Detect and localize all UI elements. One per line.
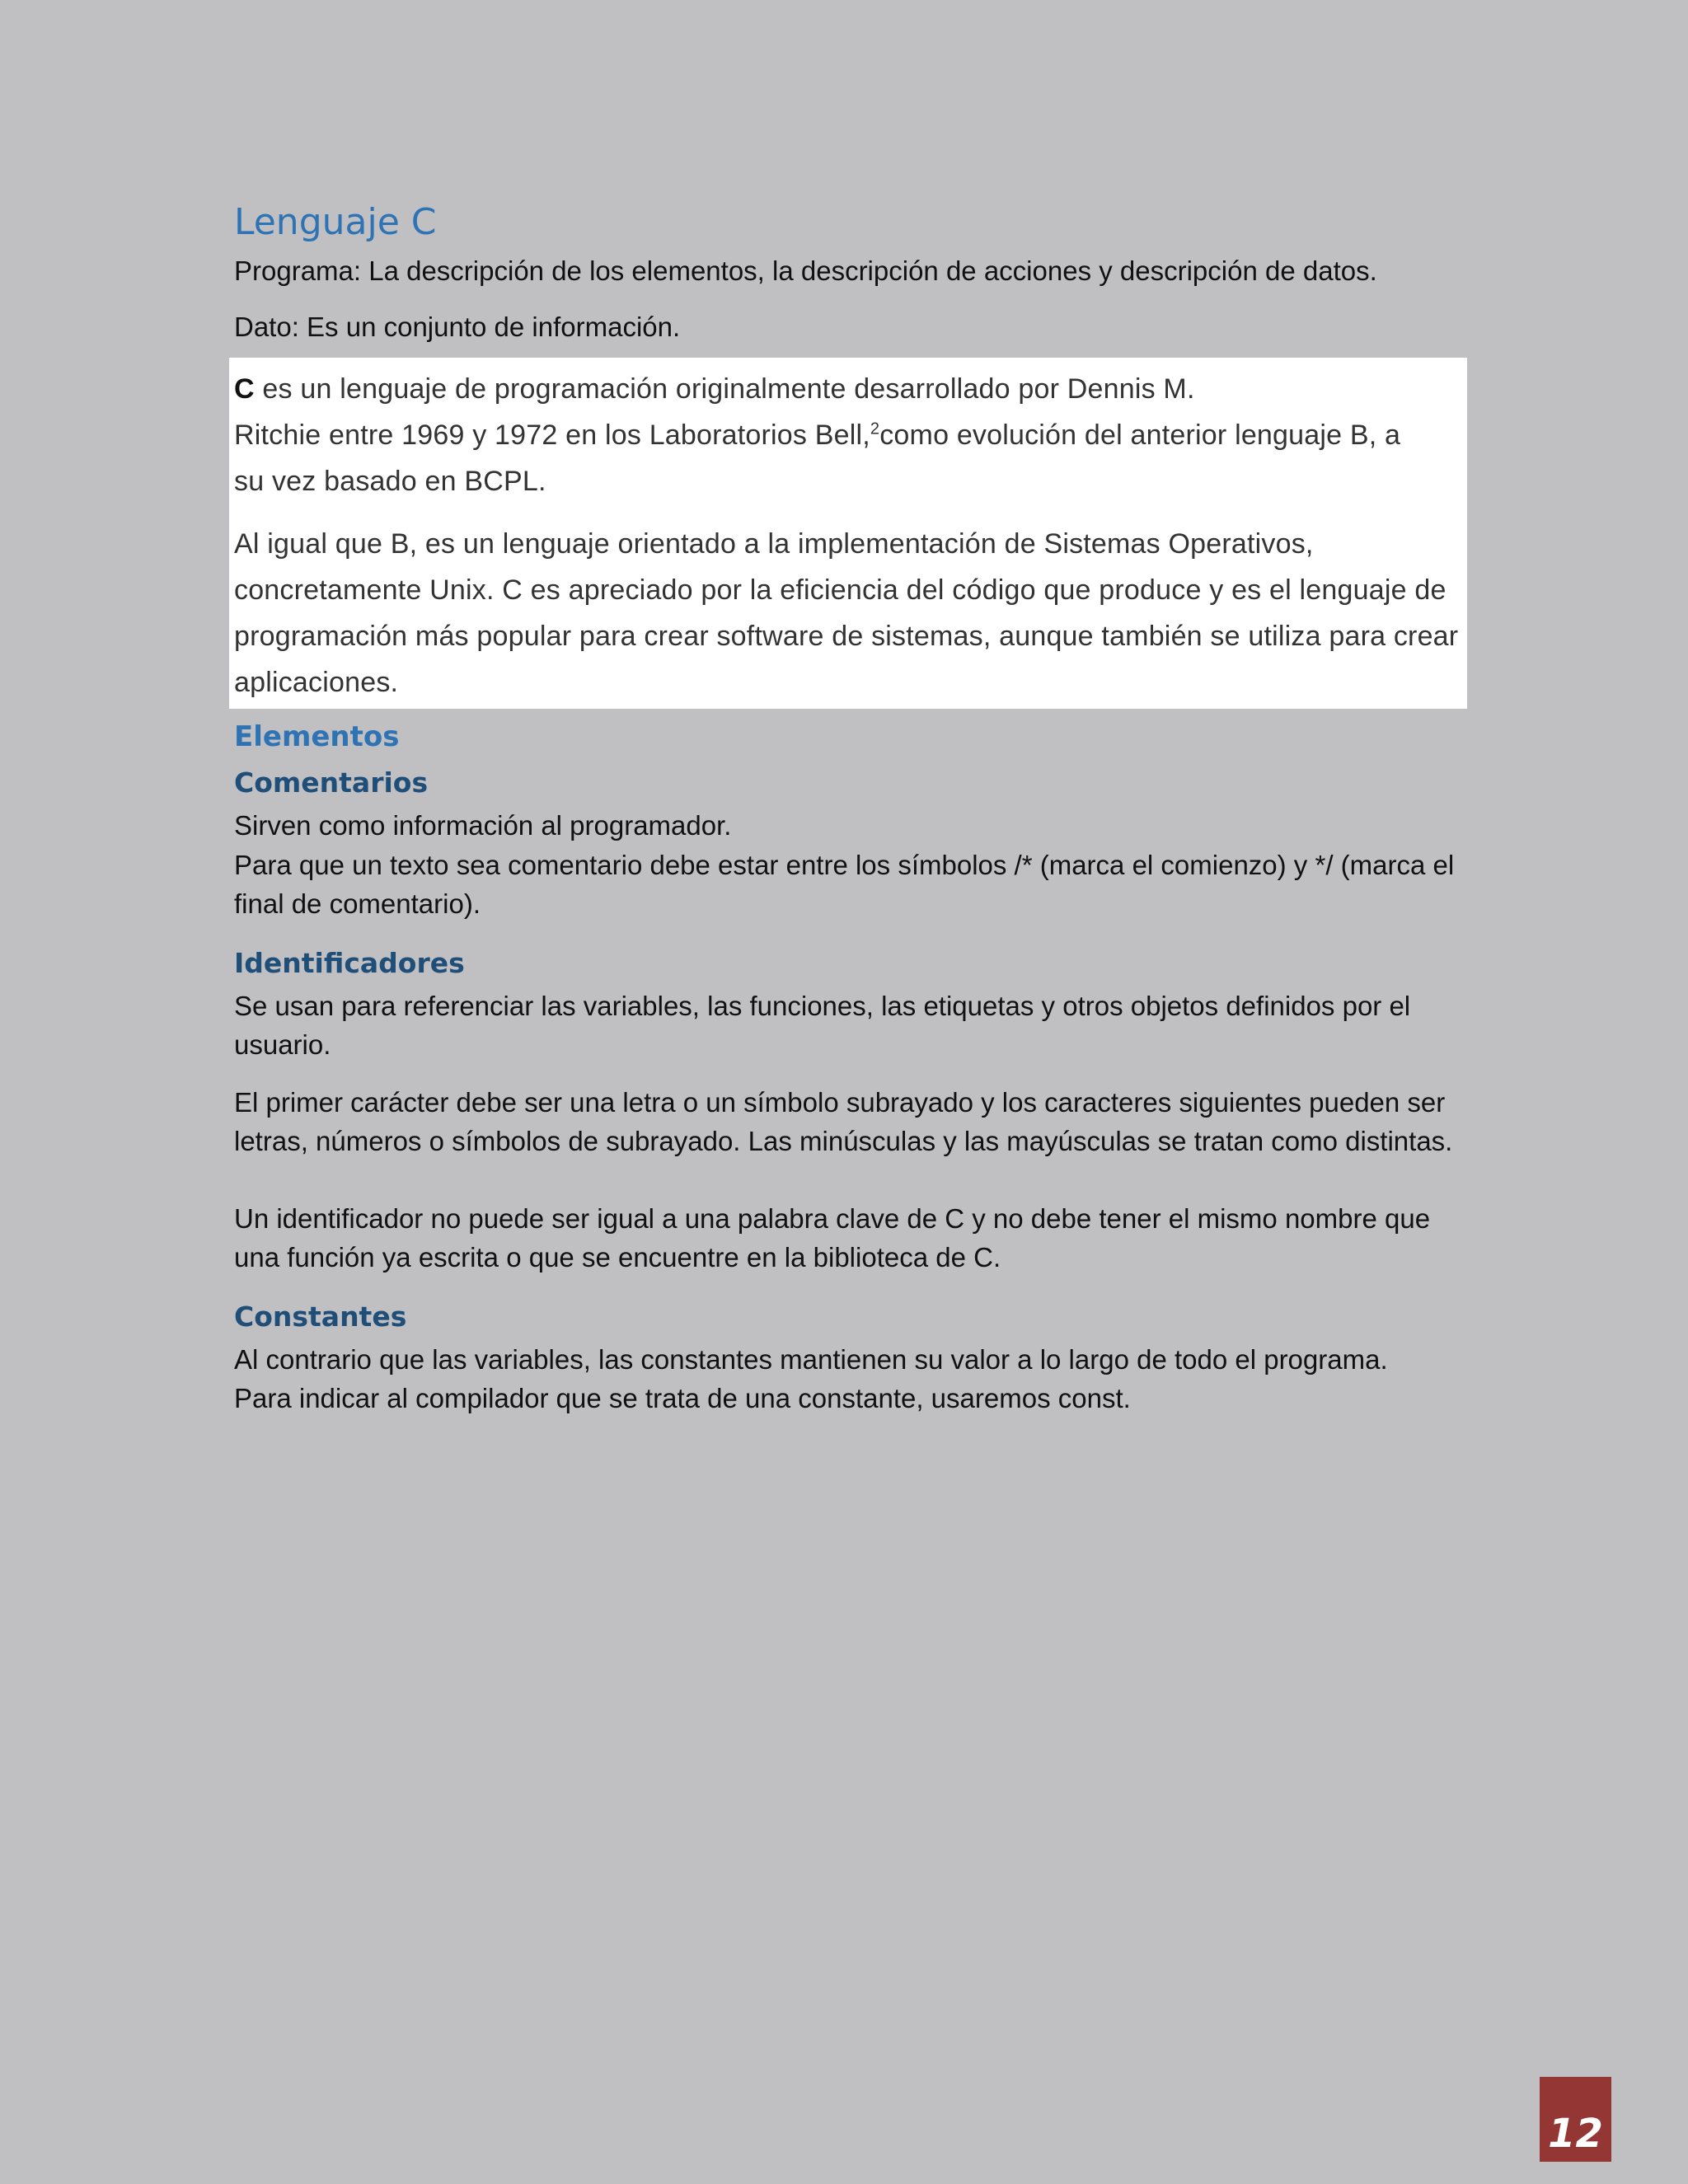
quote-line2-a: Ritchie entre 1969 y 1972 en los Laboratorios Bell, [234,419,870,451]
identificadores-p2: El primer carácter debe ser una letra o un símbolo subrayado y los caracteres siguientes pueden ser letras, números o símbolos de subrayado. Las minúsculas y las mayúsculas se tratan como distintas. [234,1086,1453,1156]
section-heading-elementos: Elementos [234,720,400,753]
programa-definition: Programa: La descripción de los elementos, la descripción de acciones y descripción de datos. [234,255,1377,286]
identificadores-p3: Un identificador no puede ser igual a una palabra clave de C y no debe tener el mismo nombre que una función ya escrita o que se encuentre en la biblioteca de C. [234,1202,1431,1272]
quoted-excerpt [229,358,1467,709]
comentarios-line2: Para que un texto sea comentario debe estar entre los símbolos /* (marca el comienzo) y */ (marca el final de comentario). [234,849,1455,919]
quote-paragraph-1 [234,366,1462,504]
page-title: Lenguaje C [234,201,437,243]
identificadores-p1: Se usan para referenciar las variables, las funciones, las etiquetas y otros objetos definidos por el usuario. [234,990,1411,1060]
page-content [234,194,1462,1418]
quote-paragraph-2: Al igual que B, es un lenguaje orientado a la implementación de Sistemas Operativos, concretamente Unix. C es apreciado por la eficiencia del código que produce y es el lenguaje de programación más popular para crear software de sistemas, aunque también se utiliza para crear aplicaciones. [234,528,1459,698]
quote-line2-b: como evolución del anterior lenguaje B, a [879,419,1401,451]
comentarios-line1: Sirven como información al programador. [234,810,732,841]
subsection-heading-identificadores: Identificadores [234,946,465,979]
constantes-line2: Para indicar al compilador que se trata de una constante, usaremos const. [234,1383,1131,1413]
subsection-heading-comentarios: Comentarios [234,766,429,799]
quote-line1: es un lenguaje de programación originalmente desarrollado por Dennis M. [254,373,1195,405]
quote-bold-c: C [234,373,255,405]
footnote-reference[interactable]: 2 [870,419,880,438]
page-number: 12 [1548,2111,1603,2157]
subsection-heading-constantes: Constantes [234,1300,407,1333]
dato-definition: Dato: Es un conjunto de información. [234,311,681,342]
page-number-badge [1540,2077,1611,2162]
quote-line3: su vez basado en BCPL. [234,466,546,497]
constantes-line1: Al contrario que las variables, las constantes mantienen su valor a lo largo de todo el programa. [234,1343,1388,1375]
